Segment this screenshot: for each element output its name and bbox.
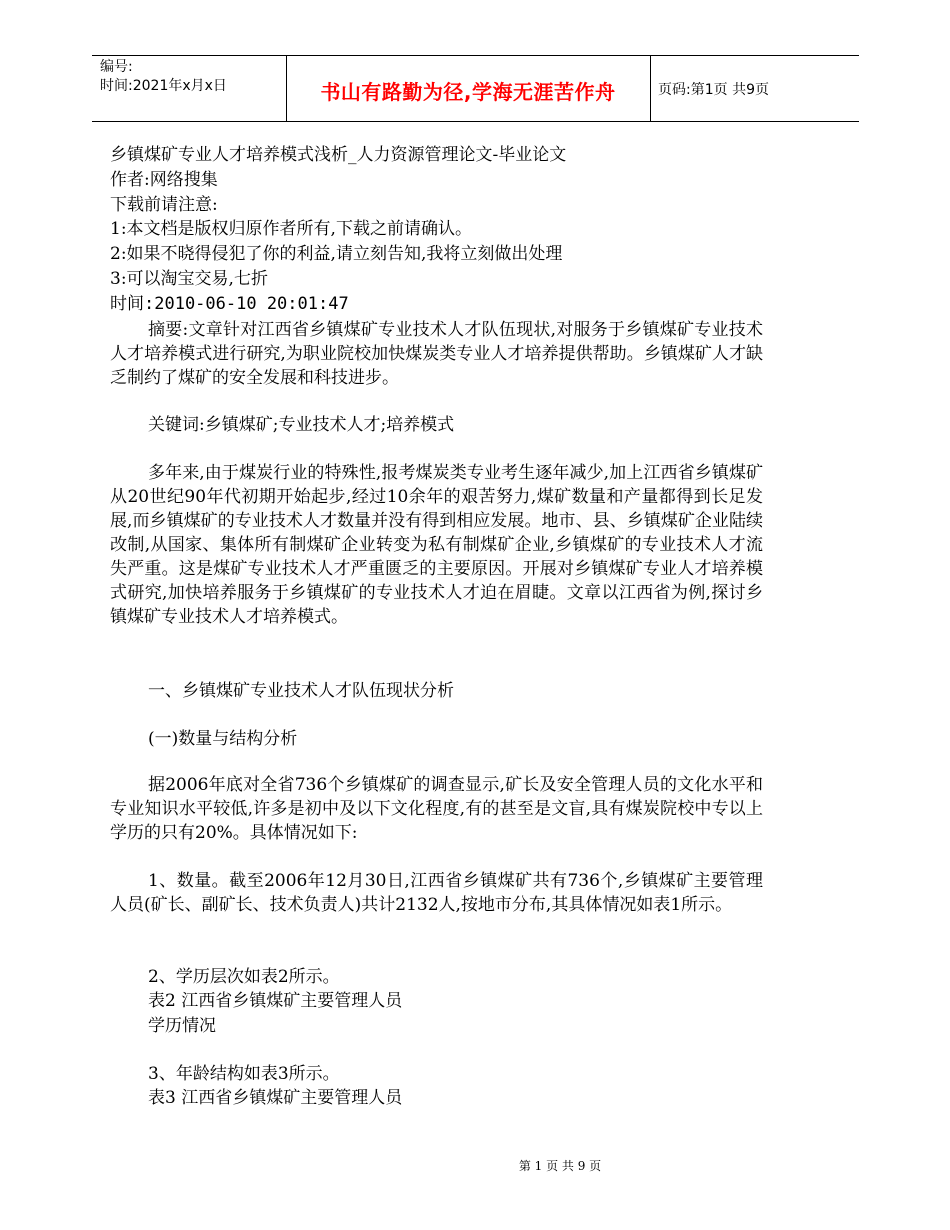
intro-paragraph: 多年来,由于煤炭行业的特殊性,报考煤炭类专业考生逐年减少,加上江西省乡镇煤矿从20世纪90年代初期开始起步,经过10余年的艰苦努力,煤矿数量和产量都得到长足发展,而乡镇煤矿的专业技术人才数量并没有得到相应发展。地市、县、乡镇煤矿企业陆续改制,从国家、集体所有制煤矿企业转变为私有制煤矿企业,乡镇煤矿的专业技术人才流失严重。这是煤矿专业技术人才严重匮乏的主要原因。开展对乡镇煤矿专业人才培养模式研究,加快培养服务于乡镇煤矿的专业技术人才迫在眉睫。文章以江西省为例,探讨乡镇煤矿专业技术人才培养模式。	[110, 463, 763, 627]
header-number-label: 编号:	[100, 59, 133, 75]
table-2-caption: 表2 江西省乡镇煤矿主要管理人员	[148, 991, 403, 1011]
survey-paragraph: 据2006年底对全省736个乡镇煤矿的调查显示,矿长及安全管理人员的文化水平和专业知识水平较低,许多是初中及以下文化程度,有的甚至是文盲,具有煤炭院校中专以上学历的只有20%。具体情况如下:	[110, 775, 763, 843]
header-top-rule	[92, 55, 859, 56]
list-item-2: 2、学历层次如表2所示。	[148, 967, 340, 987]
section-heading-1: 一、乡镇煤矿专业技术人才队伍现状分析	[148, 681, 454, 701]
document-author: 作者:网络搜集	[110, 170, 218, 190]
list-item-3: 3、年龄结构如表3所示。	[148, 1064, 340, 1084]
page-footer	[0, 1157, 950, 1174]
header-divider-right	[650, 55, 651, 121]
header-page-label: 页码:第1页 共9页	[658, 82, 769, 98]
notice-line-3: 3:可以淘宝交易,七折	[110, 269, 268, 289]
quantity-paragraph: 1、数量。截至2006年12月30日,江西省乡镇煤矿共有736个,乡镇煤矿主要管理人员(矿长、副矿长、技术负责人)共计2132人,按地市分布,其具体情况如表1所示。	[110, 871, 763, 915]
header-bottom-rule	[92, 121, 859, 122]
document-time: 时间:2010-06-10 20:01:47	[110, 294, 349, 314]
notice-title: 下载前请注意:	[110, 195, 218, 215]
table-2-caption-cont: 学历情况	[148, 1016, 216, 1036]
table-3-caption: 表3 江西省乡镇煤矿主要管理人员	[148, 1088, 403, 1108]
document-title: 乡镇煤矿专业人才培养模式浅析_人力资源管理论文-毕业论文	[110, 145, 567, 165]
subsection-heading-1: (一)数量与结构分析	[148, 729, 298, 749]
header-meta	[100, 58, 227, 96]
keywords-line: 关键词:乡镇煤矿;专业技术人才;培养模式	[148, 415, 455, 435]
notice-line-1: 1:本文档是版权归原作者所有,下载之前请确认。	[110, 219, 472, 239]
header-time-label: 时间:2021年x月x日	[100, 78, 227, 94]
abstract-paragraph: 摘要:文章针对江西省乡镇煤矿专业技术人才队伍现状,对服务于乡镇煤矿专业技术人才培养模式进行研究,为职业院校加快煤炭类专业人才培养提供帮助。乡镇煤矿人才缺乏制约了煤矿的安全发展和科技进步。	[110, 320, 763, 388]
footer-page-number: 第 1 页 共 9 页	[518, 1159, 602, 1173]
notice-line-2: 2:如果不晓得侵犯了你的利益,请立刻告知,我将立刻做出处理	[110, 244, 563, 264]
header-motto: 书山有路勤为径,学海无涯苦作舟	[320, 80, 616, 104]
